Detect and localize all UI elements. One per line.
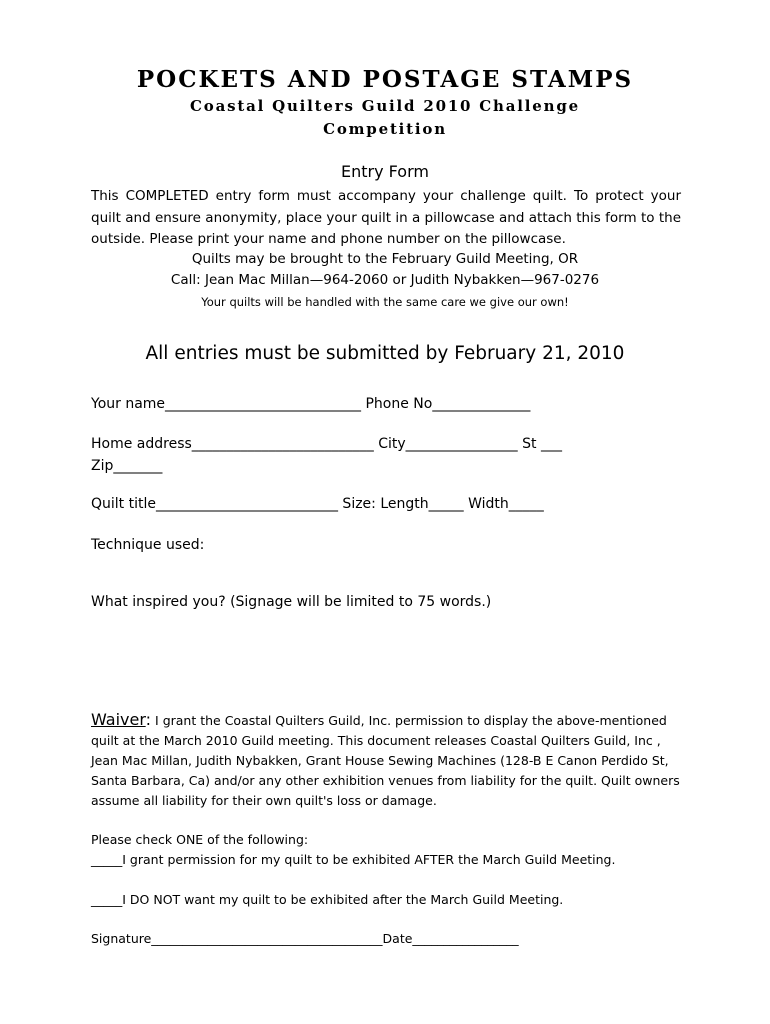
- entry-form-heading: Entry Form: [341, 162, 429, 181]
- name-phone-field[interactable]: Your name____________________________ Phone No______________: [91, 396, 531, 412]
- waiver-heading: Waiver: [91, 710, 146, 729]
- signature-date-line[interactable]: Signature_____________________________________Date_________________: [91, 931, 519, 946]
- deadline-notice: All entries must be submitted by February 21, 2010: [145, 343, 625, 364]
- technique-field: Technique used:: [91, 537, 205, 553]
- subtitle-line-2: Competition: [323, 120, 447, 138]
- bring-note: Quilts may be brought to the February Guild Meeting, OR: [191, 251, 579, 267]
- quilt-title-field[interactable]: Quilt title__________________________ Size: Length_____ Width_____: [91, 496, 544, 512]
- inspiration-field: What inspired you? (Signage will be limited to 75 words.): [91, 594, 492, 610]
- option-deny-exhibit[interactable]: _____I DO NOT want my quilt to be exhibited after the March Guild Meeting.: [91, 892, 564, 907]
- address-field[interactable]: Home address__________________________ City________________ St ___: [91, 436, 562, 452]
- care-note: Your quilts will be handled with the same care we give our own!: [201, 295, 569, 309]
- document-title: POCKETS AND POSTAGE STAMPS: [136, 66, 634, 93]
- waiver-text: I grant the Coastal Quilters Guild, Inc. permission to display the above-mentioned quilt at the March 2010 Guild meeting. This document releases Coastal Quilters Guild, Inc , Jean Mac Millan, Judith Nybakken, Grant House Sewing Machines (128-B E Canon Perdido St, Santa Barbara, Ca) and/or any other exhibition venues from liability for the quilt. Quilt owners assume all liability for their own quilt's loss or damage.: [91, 713, 680, 808]
- instructions-paragraph: This COMPLETED entry form must accompany your challenge quilt. To protect your quilt and ensure anonymity, place your quilt in a pillowcase and attach this form to the outside. Please print your name and phone number on the pillowcase.: [91, 188, 681, 247]
- call-note: Call: Jean Mac Millan—964-2060 or Judith Nybakken—967-0276: [170, 272, 600, 288]
- options-prompt: Please check ONE of the following:: [91, 832, 309, 847]
- waiver-section: [91, 710, 681, 811]
- subtitle-line-1: Coastal Quilters Guild 2010 Challenge: [190, 97, 580, 115]
- option-permit-exhibit[interactable]: _____I grant permission for my quilt to be exhibited AFTER the March Guild Meeting.: [91, 852, 616, 867]
- waiver-colon: :: [145, 710, 152, 729]
- zip-field[interactable]: Zip_______: [91, 458, 163, 474]
